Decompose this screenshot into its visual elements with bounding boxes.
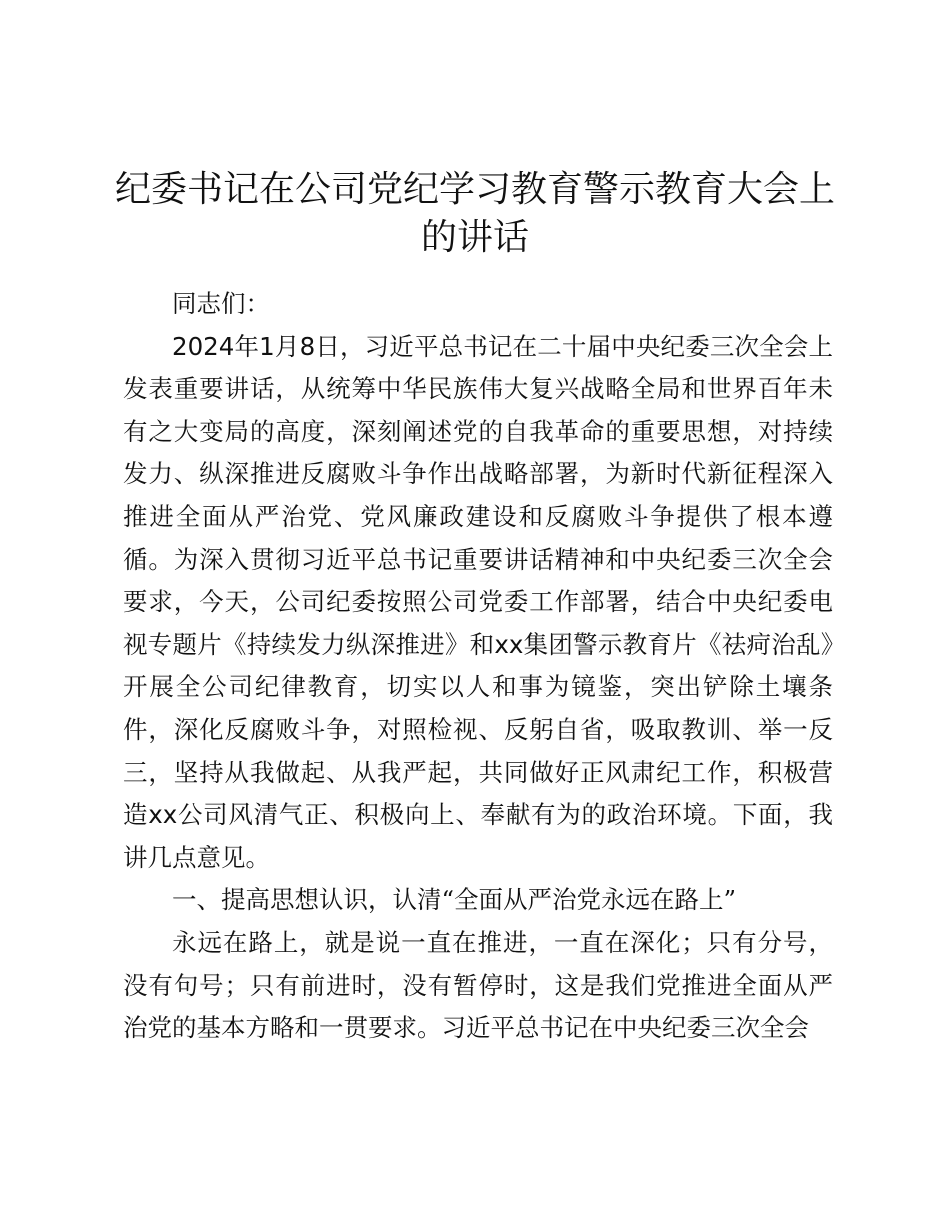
document-title: 纪委书记在公司党纪学习教育警示教育大会上的讲话 — [114, 169, 835, 258]
body-paragraph: 2024年1月8日，习近平总书记在二十届中央纪委三次全会上发表重要讲话，从统筹中华民族伟大复兴战略全局和世界百年未有之大变局的高度，深刻阐述党的自我革命的重要思想，对持续发力、纵深推进反腐败斗争作出战略部署，为新时代新征程深入推进全面从严治党、党风廉政建设和反腐败斗争提供了根本遵循。为深入贯彻习近平总书记重要讲话精神和中央纪委三次全会要求，今天，公司纪委按照公司党委工作部署，结合中央纪委电视专题片《持续发力纵深推进》和xx集团警示教育片《祛疴治乱》开展全公司纪律教育，切实以人和事为镜鉴，突出铲除土壤条件，深化反腐败斗争，对照检视、反躬自省，吸取教训、举一反三，坚持从我做起、从我严起，共同做好正风肃纪工作，积极营造xx公司风清气正、积极向上、奉献有为的政治环境。下面，我讲几点意见。 — [123, 331, 833, 872]
section-heading: 一、提高思想认识，认清“全面从严治党永远在路上” — [172, 885, 737, 915]
body-paragraph: 永远在路上，就是说一直在推进，一直在深化；只有分号，没有句号；只有前进时，没有暂停时，这是我们党推进全面从严治党的基本方略和一贯要求。习近平总书记在中央纪委三次全会 — [123, 927, 833, 1043]
document-body — [123, 283, 833, 1050]
salutation: 同志们： — [172, 289, 270, 318]
